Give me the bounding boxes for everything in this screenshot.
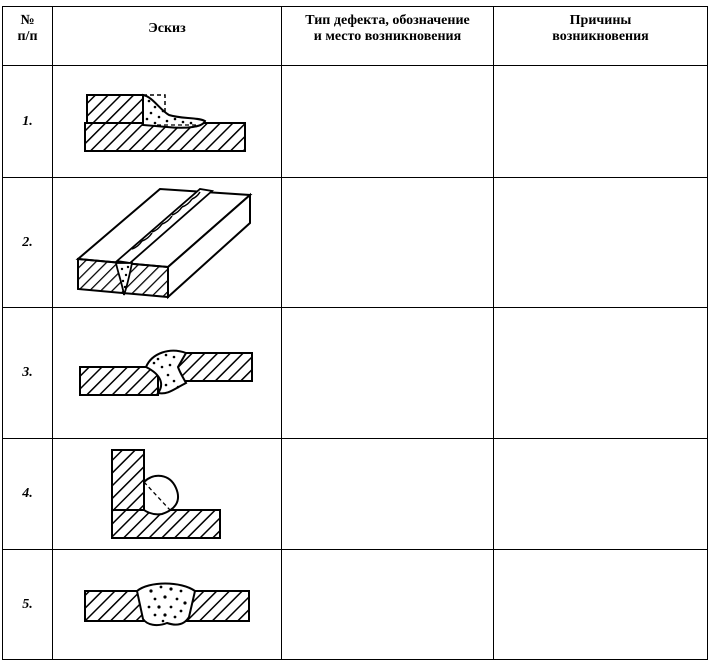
causes-cell[interactable]	[494, 550, 708, 660]
causes-cell[interactable]	[494, 178, 708, 308]
row-number: 2.	[3, 178, 53, 308]
sketch-porous-butt-weld	[53, 550, 282, 660]
table-row	[3, 178, 708, 308]
defect-type-cell[interactable]	[282, 550, 494, 660]
sketch-butt-weld-3d	[53, 178, 282, 308]
table-row	[3, 550, 708, 660]
defect-type-cell[interactable]	[282, 308, 494, 439]
causes-cell[interactable]	[494, 66, 708, 178]
table-row	[3, 308, 708, 439]
row-number: 4.	[3, 439, 53, 550]
row-number: 3.	[3, 308, 53, 439]
causes-cell[interactable]	[494, 308, 708, 439]
defect-type-cell[interactable]	[282, 66, 494, 178]
row-number: 1.	[3, 66, 53, 178]
header-num: № п/п	[3, 7, 53, 66]
sketch-fillet-weld	[53, 439, 282, 550]
header-causes: Причины возникновения	[494, 7, 708, 66]
defect-type-cell[interactable]	[282, 439, 494, 550]
table-row	[3, 66, 708, 178]
sketch-misaligned-butt-weld	[53, 308, 282, 439]
table-row	[3, 439, 708, 550]
sketch-overlap-weld	[53, 66, 282, 178]
defects-table	[2, 6, 708, 660]
causes-cell[interactable]	[494, 439, 708, 550]
row-number: 5.	[3, 550, 53, 660]
defect-type-cell[interactable]	[282, 178, 494, 308]
header-sketch: Эскиз	[53, 7, 282, 66]
header-row	[3, 7, 708, 66]
header-defect-type: Тип дефекта, обозначение и место возникновения	[282, 7, 494, 66]
